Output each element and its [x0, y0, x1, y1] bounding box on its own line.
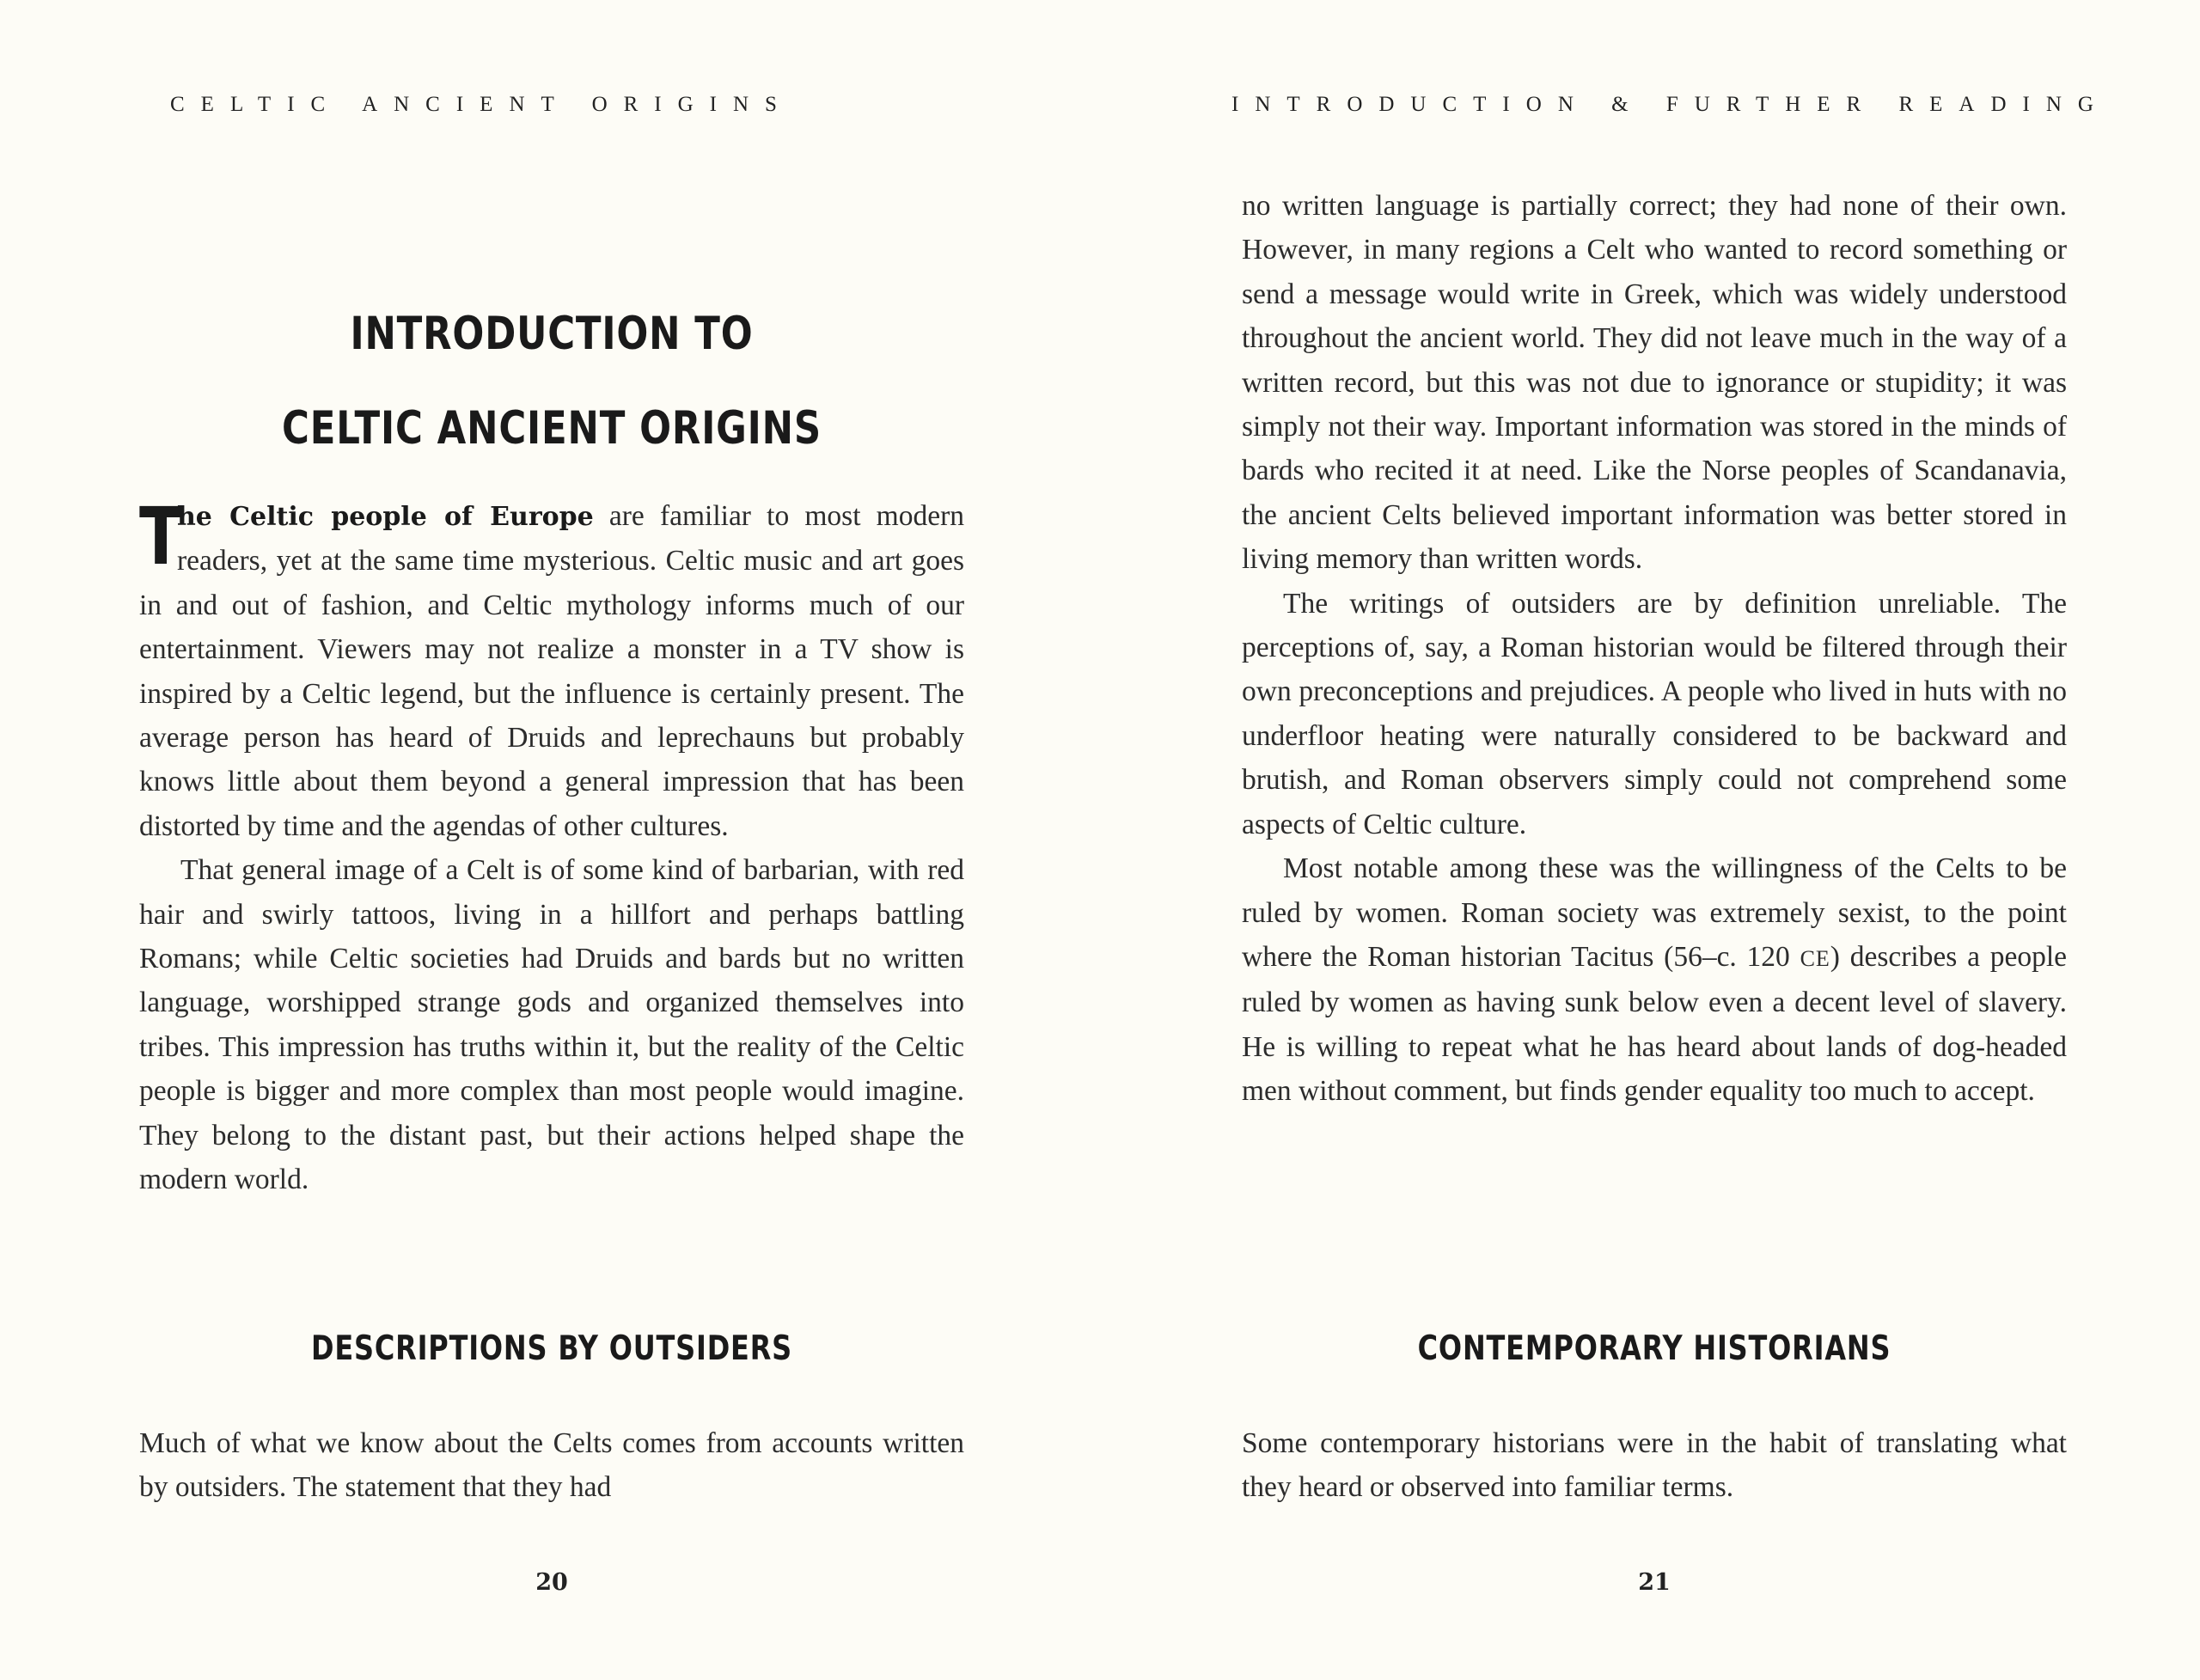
- chapter-title-line-2: CELTIC ANCIENT ORIGINS: [282, 402, 822, 455]
- page-number-left: 20: [535, 1569, 568, 1596]
- right-paragraph-1: no written language is partially correct; they had none of their own. However, in many regions a Celt who wanted to record something or send a message would write in Greek, which was widely understood throughout the ancient world. They did not leave much in the way of a written record, but this was not due to ignorance or stupidity; it was simply not their way. Important information was stored in the minds of bards who recited it at need. Like the Norse peoples of Scandanavia, the ancient Celts believed important information was better stored in living memory than written words.: [1242, 190, 2067, 576]
- historians-paragraph: Some contemporary historians were in the habit of translating what they heard or observed into familiar terms.: [1242, 1427, 2067, 1504]
- outsiders-paragraph: Much of what we know about the Celts comes from accounts written by outsiders. The statement that they had: [139, 1427, 964, 1504]
- lead-in: he Celtic people of Europe: [177, 502, 594, 532]
- drop-cap: T: [139, 491, 183, 583]
- right-body-text: [1242, 184, 2067, 1114]
- ce-abbreviation: CE: [1800, 945, 1830, 971]
- left-section-text: [139, 1421, 964, 1510]
- intro-paragraph: [139, 491, 964, 848]
- page-number-right: 21: [1638, 1569, 1671, 1596]
- running-head-right: INTRODUCTION & FURTHER READING: [1231, 93, 2110, 116]
- right-paragraph-2: The writings of outsiders are by definition unreliable. The perceptions of, say, a Roman historian would be filtered through their own preconceptions and prejudices. A people who lived in huts with no underfloor heating were naturally considered to be backward and brutish, and Roman observers simply could not comprehend some aspects of Celtic culture.: [1242, 587, 2067, 840]
- left-page: [139, 0, 964, 1680]
- right-paragraph-3-a: Most notable among these was the willingness of the Celts to be ruled by women. Roman society was extremely sexist, to the point where the Roman historian Tacitus (56–c. 120: [1242, 852, 2067, 973]
- chapter-title: [213, 287, 889, 476]
- chapter-title-line-1: INTRODUCTION TO: [350, 308, 754, 360]
- intro-rest: are familiar to most modern readers, yet at the same time mysterious. Celtic music and art goes in and out of fashion, and Celtic mythology informs much of our entertainment. Viewers may not realize a monster in a TV show is inspired by a Celtic legend, but the influence is certainly present. The average person has heard of Druids and leprechauns but probably knows little about them beyond a general impression that has been distorted by time and the agendas of other cultures.: [139, 500, 964, 842]
- section-heading-historians: CONTEMPORARY HISTORIANS: [1417, 1329, 1891, 1368]
- right-section-text: [1242, 1421, 2067, 1510]
- right-paragraph-3-b: ) describes a people ruled by women as having sunk below even a decent level of slavery. He is willing to repeat what he has heard about lands of dog-headed men without comment, but finds gender equality too much to accept.: [1242, 940, 2068, 1108]
- section-heading-outsiders: DESCRIPTIONS BY OUTSIDERS: [310, 1329, 793, 1368]
- left-body-text: [139, 491, 964, 1202]
- right-paragraph-3: [1242, 846, 2067, 1113]
- running-head-left: CELTIC ANCIENT ORIGINS: [170, 93, 793, 116]
- left-paragraph-2: That general image of a Celt is of some kind of barbarian, with red hair and swirly tattoos, living in a hillfort and perhaps battling Romans; while Celtic societies had Druids and bards but no written language, worshipped strange gods and organized themselves into tribes. This impression has truths within it, but the reality of the Celtic people is bigger and more complex than most people would imagine. They belong to the distant past, but their actions helped shape the modern world.: [139, 854, 964, 1196]
- right-page: [1231, 0, 2110, 1680]
